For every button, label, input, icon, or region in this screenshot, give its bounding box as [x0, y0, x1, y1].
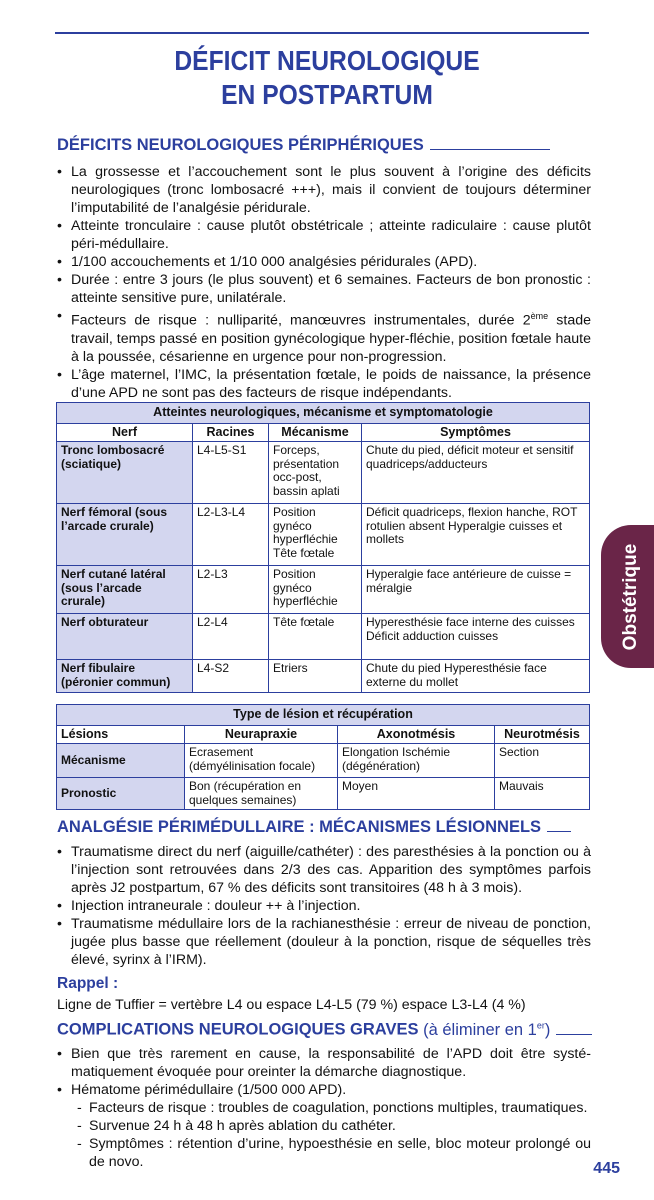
table-row: Pronostic Bon (récupération en quelques semaines) Moyen Mauvais: [57, 778, 590, 810]
column-header: Racines: [193, 423, 269, 442]
nerve-symptoms-table: [56, 402, 590, 693]
top-rule: [55, 32, 589, 34]
table-row: Nerf obturateur L2-L4 Tête fœtale Hyperesthésie face interne des cuisses Déficit adduction cuisses: [57, 614, 590, 660]
title-line-1: DÉFICIT NEUROLOGIQUE: [174, 45, 480, 76]
section-heading-mechanisms: ANALGÉSIE PÉRIMÉDULLAIRE : MÉCANISMES LÉSIONNELS: [57, 818, 571, 837]
rappel-heading: Rappel :: [57, 975, 119, 992]
list-item: • Injection intraneurale : douleur ++ à l’injection.: [57, 897, 591, 915]
column-header: Nerf: [57, 423, 193, 442]
heading-rule: [547, 831, 571, 832]
rappel-text: Ligne de Tuffier = vertèbre L4 ou espace L4-L5 (79 %) espace L3-L4 (4 %): [57, 997, 526, 1013]
list-item: • Durée : entre 3 jours (le plus souvent) et 6 semaines. Facteurs de bon pronostic : atteinte sensitive pure, unilatérale.: [57, 271, 591, 307]
table-caption: Type de lésion et récupération: [57, 705, 590, 726]
column-header: Lésions: [57, 725, 185, 744]
column-header: Axonotmésis: [338, 725, 495, 744]
heading-rule: [556, 1034, 592, 1035]
list-item: • Bien que très rarement en cause, la responsabilité de l’APD doit être systématiquement évoquée pour oreinter la démarche diagnostique.: [57, 1045, 591, 1081]
list-item: • Atteinte tronculaire : cause plutôt obstétricale ; atteinte radiculaire : cause plutôt péri-médullaire.: [57, 217, 591, 253]
list-item: • Facteurs de risque : nulliparité, manœuvres instrumentales, durée 2ème stade travail, temps passé en position gynécologique hyper-fléchie, position fœtale haute à la poussée, césarienne en urgence pour non-progression.: [57, 307, 591, 366]
chapter-tab-label: Obstétrique: [620, 543, 641, 650]
list-item: • 1/100 accouchements et 1/10 000 analgésies péridurales (APD).: [57, 253, 591, 271]
table-row: Tronc lombosacré (sciatique) L4-L5-S1 Forceps, présentation occ-post, bassin aplati Chute du pied, déficit moteur et sensitif quadriceps/adducteurs: [57, 442, 590, 504]
list-item: • Hématome périmédullaire (1/500 000 APD). - Facteurs de risque : troubles de coagulation, ponctions multiples, traumatiques. - Survenue 24 h à 48 h après ablation du cathéter. - Symptômes : rétention d’urine, hypoesthésie en selle, bloc moteur prolongé ou de novo.: [57, 1081, 591, 1171]
list-item: - Facteurs de risque : troubles de coagulation, ponctions multiples, traumatiques.: [71, 1099, 591, 1117]
list-item: • L’âge maternel, l’IMC, la présentation fœtale, le poids de naissance, la présence d’une APD ne sont pas des facteurs de risque indépendants.: [57, 366, 591, 402]
lesion-recovery-table: [56, 704, 590, 810]
section-heading-peripheral: DÉFICITS NEUROLOGIQUES PÉRIPHÉRIQUES: [57, 136, 550, 155]
page-title: [39, 44, 615, 112]
hematoma-subitems: [71, 1099, 591, 1171]
column-header: Neurotmésis: [495, 725, 590, 744]
page-number: 445: [593, 1160, 620, 1177]
list-item: - Survenue 24 h à 48 h après ablation du cathéter.: [71, 1117, 591, 1135]
table-caption: Atteintes neurologiques, mécanisme et symptomatologie: [57, 403, 590, 424]
list-item: - Symptômes : rétention d’urine, hypoesthésie en selle, bloc moteur prolongé ou de novo.: [71, 1135, 591, 1171]
table-row: Mécanisme Ecrasement (démyélinisation focale) Elongation Ischémie (dégénération) Section: [57, 744, 590, 778]
list-item: • Traumatisme médullaire lors de la rachianesthésie : erreur de niveau de ponction, jugée plus basse que réellement (douleur à la ponction, risque de séquelles très élevé, syrinx à l’IRM).: [57, 915, 591, 969]
mechanisms-list: [57, 843, 591, 969]
section-heading-complications: COMPLICATIONS NEUROLOGIQUES GRAVES (à éliminer en 1er): [57, 1020, 592, 1040]
heading-rule: [430, 149, 550, 150]
list-item: • Traumatisme direct du nerf (aiguille/cathéter) : des paresthésies à la ponction ou à l’injection sont retrouvées dans 2/3 des cas. Apparition des symptômes parfois après J2 postpartum, 67 % des déficits sont transitoires (48 h à 3 mois).: [57, 843, 591, 897]
column-header: Mécanisme: [269, 423, 362, 442]
list-item: • La grossesse et l’accouchement sont le plus souvent à l’origine des déficits neurologiques (tronc lombosacré +++), mais il convient de toujours déterminer l’imputabilité de l’analgésie péridurale.: [57, 163, 591, 217]
complications-list: [57, 1045, 591, 1171]
table-row: Nerf fibulaire (péronier commun) L4-S2 Etriers Chute du pied Hyperesthésie face externe du mollet: [57, 660, 590, 693]
peripheral-deficits-list: [57, 163, 591, 402]
column-header: Neurapraxie: [185, 725, 338, 744]
column-header: Symptômes: [362, 423, 590, 442]
title-line-2: EN POSTPARTUM: [221, 79, 433, 110]
chapter-tab: [601, 525, 654, 668]
table-row: Nerf fémoral (sous l’arcade crurale) L2-L3-L4 Position gynéco hyperfléchie Tête fœtale Déficit quadriceps, flexion hanche, ROT rotulien absent Hyperalgie cuisses et mollets: [57, 504, 590, 566]
table-row: Nerf cutané latéral (sous l’arcade crurale) L2-L3 Position gynéco hyperfléchie Hyperalgie face antérieure de cuisse = méralgie: [57, 566, 590, 614]
